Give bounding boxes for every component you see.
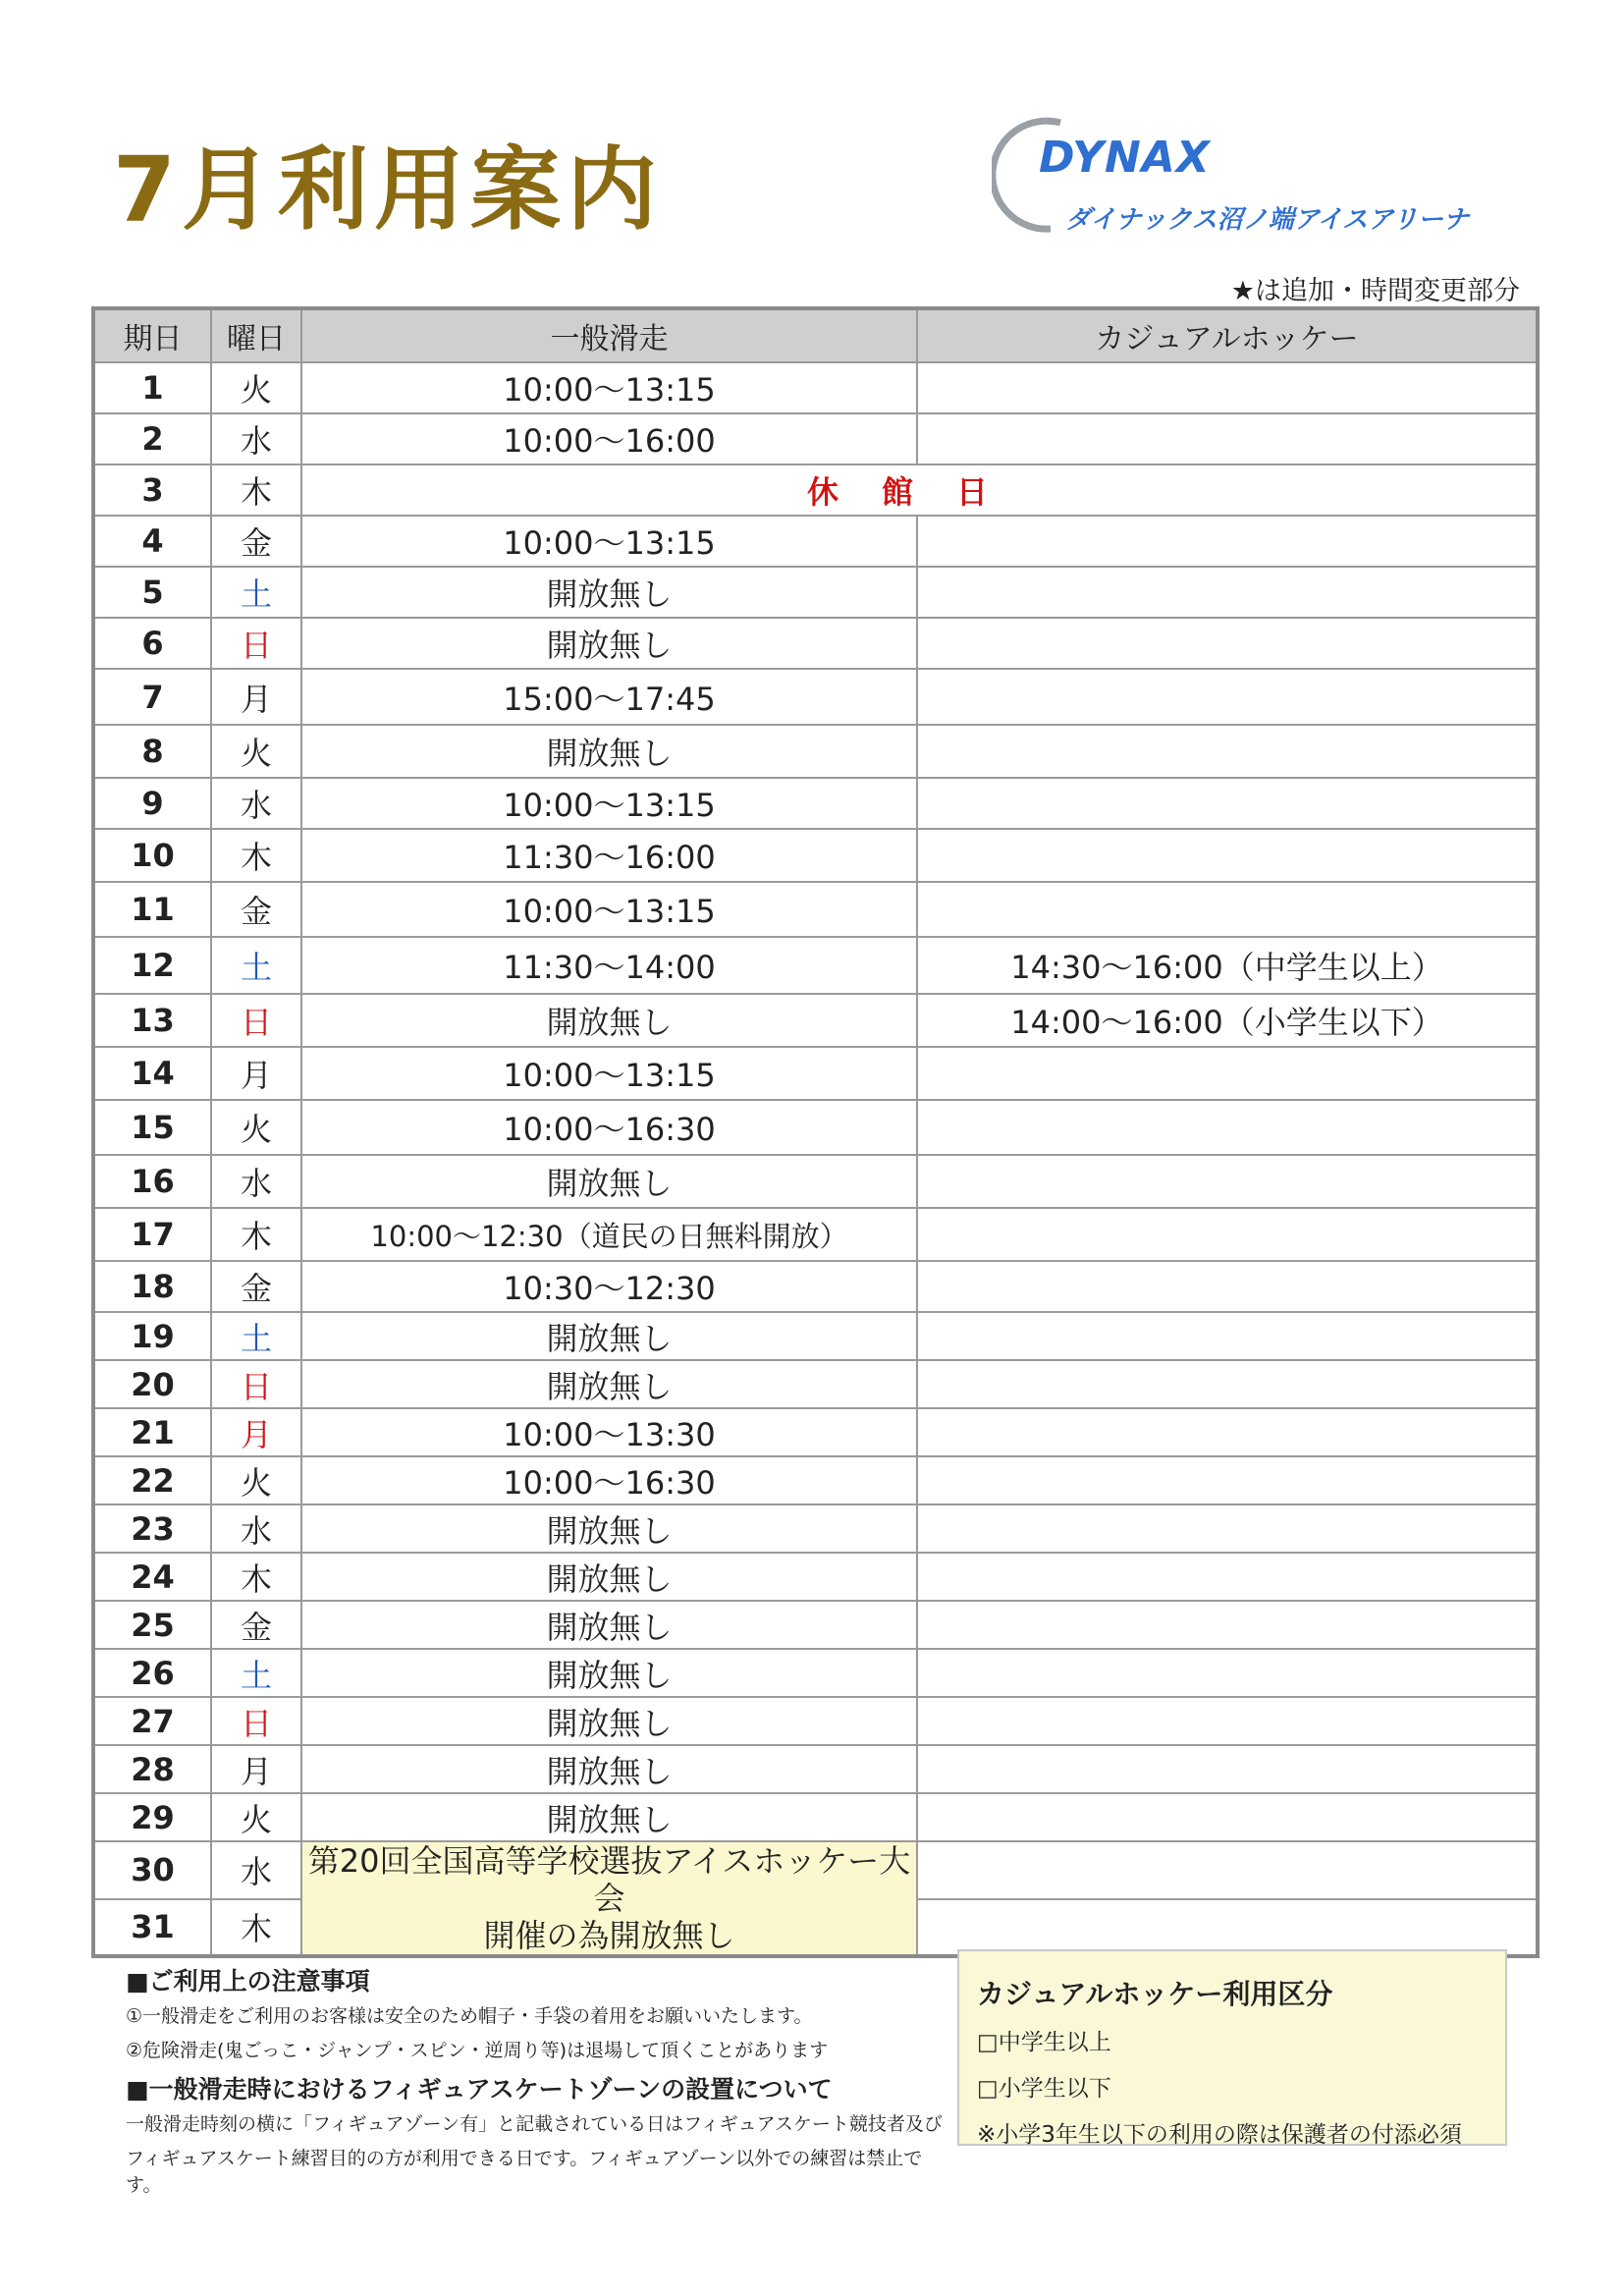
- day-cell: 16: [93, 1155, 211, 1208]
- table-row: [93, 1047, 1538, 1100]
- hockey-cell: [917, 1155, 1538, 1208]
- day-cell: 27: [93, 1697, 211, 1745]
- weekday-cell: 木: [211, 829, 301, 882]
- col-casual-hockey: カジュアルホッケー: [917, 308, 1538, 362]
- tournament-notice-line: 開催の為開放無し: [483, 1917, 735, 1954]
- general-skating-cell: 開放無し: [301, 618, 917, 669]
- general-skating-cell: 開放無し: [301, 1793, 917, 1841]
- hockey-cell: [917, 1261, 1538, 1312]
- general-skating-cell: 開放無し: [301, 1553, 917, 1601]
- general-skating-cell: 10:00～13:30: [301, 1408, 917, 1456]
- day-cell: 8: [93, 725, 211, 778]
- day-cell: 4: [93, 516, 211, 567]
- weekday-cell: 水: [211, 413, 301, 465]
- day-cell: 18: [93, 1261, 211, 1312]
- general-skating-cell: 11:30～14:00: [301, 937, 917, 994]
- general-skating-cell: 開放無し: [301, 1360, 917, 1408]
- hockey-cell: [917, 1456, 1538, 1504]
- general-skating-cell: 10:00～16:30: [301, 1456, 917, 1504]
- hockey-cell: [917, 1649, 1538, 1697]
- table-row: [93, 1155, 1538, 1208]
- table-row: [93, 1456, 1538, 1504]
- hockey-cell: [917, 1360, 1538, 1408]
- day-cell: 23: [93, 1504, 211, 1553]
- weekday-cell: 火: [211, 1456, 301, 1504]
- hockey-cell: [917, 1899, 1538, 1957]
- hockey-cell: [917, 778, 1538, 829]
- day-cell: 15: [93, 1100, 211, 1155]
- weekday-cell: 金: [211, 882, 301, 937]
- day-cell: 6: [93, 618, 211, 669]
- day-cell: 7: [93, 669, 211, 725]
- box-title: カジュアルホッケー利用区分: [977, 1978, 1333, 2010]
- general-skating-cell: 開放無し: [301, 1312, 917, 1360]
- day-cell: 11: [93, 882, 211, 937]
- weekday-cell: 土: [211, 937, 301, 994]
- general-skating-cell: 10:00～13:15: [301, 882, 917, 937]
- table-row: [93, 669, 1538, 725]
- hockey-cell: [917, 618, 1538, 669]
- hockey-cell: [917, 1553, 1538, 1601]
- general-skating-cell: 10:30～12:30: [301, 1261, 917, 1312]
- box-item: ※小学3年生以下の利用の際は保護者の付添必須: [977, 2122, 1462, 2148]
- day-cell: 31: [93, 1899, 211, 1957]
- general-skating-cell: 開放無し: [301, 1697, 917, 1745]
- hockey-cell: [917, 567, 1538, 618]
- legend-note: ★は追加・時間変更部分: [1230, 276, 1520, 306]
- schedule-body: [93, 362, 1538, 1956]
- general-skating-cell: 開放無し: [301, 567, 917, 618]
- weekday-cell: 日: [211, 618, 301, 669]
- weekday-cell: 木: [211, 465, 301, 516]
- logo-subtitle: ダイナックス沼ノ端アイスアリーナ: [1065, 205, 1470, 235]
- weekday-cell: 土: [211, 1312, 301, 1360]
- general-skating-cell: 10:00～13:15: [301, 362, 917, 413]
- table-row: [93, 1745, 1538, 1793]
- day-cell: 10: [93, 829, 211, 882]
- hockey-cell: [917, 1697, 1538, 1745]
- general-skating-cell: 10:00～13:15: [301, 516, 917, 567]
- hockey-cell: [917, 1100, 1538, 1155]
- table-header-row: [93, 308, 1538, 362]
- hockey-cell: [917, 725, 1538, 778]
- general-skating-cell: 10:00～13:15: [301, 778, 917, 829]
- weekday-cell: 木: [211, 1208, 301, 1261]
- weekday-cell: 火: [211, 362, 301, 413]
- weekday-cell: 土: [211, 1649, 301, 1697]
- day-cell: 19: [93, 1312, 211, 1360]
- general-skating-cell: 開放無し: [301, 1155, 917, 1208]
- weekday-cell: 金: [211, 1261, 301, 1312]
- day-cell: 20: [93, 1360, 211, 1408]
- table-row: [93, 1841, 1538, 1899]
- hockey-cell: 14:30～16:00（中学生以上）: [917, 937, 1538, 994]
- day-cell: 28: [93, 1745, 211, 1793]
- weekday-cell: 月: [211, 1047, 301, 1100]
- general-skating-cell: 11:30～16:00: [301, 829, 917, 882]
- notes-line: フィギュアスケート練習目的の方が利用できる日です。フィギュアゾーン以外での練習は禁止です。: [126, 2148, 923, 2196]
- hockey-cell: [917, 1047, 1538, 1100]
- table-row: [93, 725, 1538, 778]
- day-cell: 25: [93, 1601, 211, 1649]
- weekday-cell: 水: [211, 778, 301, 829]
- weekday-cell: 月: [211, 1408, 301, 1456]
- weekday-cell: 月: [211, 1745, 301, 1793]
- dynax-logo: [992, 113, 1470, 241]
- page-title: 7月利用案内: [113, 137, 664, 243]
- hockey-cell: 14:00～16:00（小学生以下）: [917, 994, 1538, 1047]
- day-cell: 12: [93, 937, 211, 994]
- weekday-cell: 水: [211, 1504, 301, 1553]
- hockey-cell: [917, 1793, 1538, 1841]
- table-row: [93, 1408, 1538, 1456]
- day-cell: 21: [93, 1408, 211, 1456]
- table-row: [93, 1208, 1538, 1261]
- table-row: [93, 465, 1538, 516]
- usage-notes: [126, 1962, 950, 2205]
- general-skating-cell: 15:00～17:45: [301, 669, 917, 725]
- table-row: [93, 516, 1538, 567]
- weekday-cell: 金: [211, 1601, 301, 1649]
- weekday-cell: 水: [211, 1155, 301, 1208]
- day-cell: 2: [93, 413, 211, 465]
- notes-line: ②危険滑走(鬼ごっこ・ジャンプ・スピン・逆周り等)は退場して頂くことがあります: [126, 2040, 829, 2061]
- hockey-cell: [917, 882, 1538, 937]
- weekday-cell: 水: [211, 1841, 301, 1899]
- general-skating-cell: 開放無し: [301, 1745, 917, 1793]
- weekday-cell: 火: [211, 1100, 301, 1155]
- weekday-cell: 火: [211, 1793, 301, 1841]
- table-row: [93, 994, 1538, 1047]
- hockey-category-box: [957, 1949, 1507, 2146]
- table-row: [93, 362, 1538, 413]
- col-weekday: 曜日: [211, 308, 301, 362]
- day-cell: 26: [93, 1649, 211, 1697]
- general-skating-cell: 10:00～16:00: [301, 413, 917, 465]
- general-skating-cell: 開放無し: [301, 1504, 917, 1553]
- table-row: [93, 829, 1538, 882]
- hockey-cell: [917, 413, 1538, 465]
- general-skating-cell: 10:00～13:15: [301, 1047, 917, 1100]
- table-row: [93, 567, 1538, 618]
- general-skating-cell: 開放無し: [301, 725, 917, 778]
- notes-line: ①一般滑走をご利用のお客様は安全のため帽子・手袋の着用をお願いいたします。: [126, 2005, 813, 2027]
- weekday-cell: 日: [211, 1697, 301, 1745]
- weekday-cell: 日: [211, 1360, 301, 1408]
- table-row: [93, 937, 1538, 994]
- general-skating-cell: 開放無し: [301, 994, 917, 1047]
- tournament-notice-line: 第20回全国高等学校選抜アイスホッケー大会: [307, 1842, 911, 1917]
- day-cell: 1: [93, 362, 211, 413]
- weekday-cell: 土: [211, 567, 301, 618]
- table-row: [93, 1360, 1538, 1408]
- hockey-cell: [917, 1504, 1538, 1553]
- tournament-notice-cell: [301, 1841, 917, 1956]
- figure-zone-heading: ■一般滑走時におけるフィギュアスケートゾーンの設置について: [126, 2075, 833, 2104]
- general-skating-cell: 開放無し: [301, 1601, 917, 1649]
- day-cell: 22: [93, 1456, 211, 1504]
- closed-day-cell: 休館日: [301, 465, 1538, 516]
- table-row: [93, 778, 1538, 829]
- hockey-cell: [917, 1745, 1538, 1793]
- table-row: [93, 618, 1538, 669]
- hockey-cell: [917, 829, 1538, 882]
- day-cell: 17: [93, 1208, 211, 1261]
- notes-heading: ■ご利用上の注意事項: [126, 1967, 370, 1995]
- table-row: [93, 1649, 1538, 1697]
- table-row: [93, 1261, 1538, 1312]
- table-row: [93, 413, 1538, 465]
- day-cell: 30: [93, 1841, 211, 1899]
- hockey-cell: [917, 1312, 1538, 1360]
- weekday-cell: 木: [211, 1553, 301, 1601]
- hockey-cell: [917, 1408, 1538, 1456]
- day-cell: 14: [93, 1047, 211, 1100]
- weekday-cell: 月: [211, 669, 301, 725]
- weekday-cell: 木: [211, 1899, 301, 1957]
- logo-word: DYNAX: [1039, 133, 1211, 183]
- table-row: [93, 1553, 1538, 1601]
- table-row: [93, 882, 1538, 937]
- table-row: [93, 1504, 1538, 1553]
- col-date: 期日: [93, 308, 211, 362]
- day-cell: 5: [93, 567, 211, 618]
- hockey-cell: [917, 1841, 1538, 1899]
- day-cell: 13: [93, 994, 211, 1047]
- box-item: □中学生以上: [977, 2030, 1111, 2055]
- table-row: [93, 1601, 1538, 1649]
- notes-line: 一般滑走時刻の横に「フィギュアゾーン有」と記載されている日はフィギュアスケート競技者及び: [126, 2113, 943, 2135]
- table-row: [93, 1793, 1538, 1841]
- day-cell: 29: [93, 1793, 211, 1841]
- table-row: [93, 1312, 1538, 1360]
- weekday-cell: 日: [211, 994, 301, 1047]
- day-cell: 24: [93, 1553, 211, 1601]
- hockey-cell: [917, 1601, 1538, 1649]
- day-cell: 9: [93, 778, 211, 829]
- box-item: □小学生以下: [977, 2076, 1111, 2102]
- weekday-cell: 金: [211, 516, 301, 567]
- hockey-cell: [917, 362, 1538, 413]
- table-row: [93, 1697, 1538, 1745]
- day-cell: 3: [93, 465, 211, 516]
- col-general-skating: 一般滑走: [301, 308, 917, 362]
- hockey-cell: [917, 669, 1538, 725]
- general-skating-cell: 10:00～12:30（道民の日無料開放）: [301, 1208, 917, 1261]
- general-skating-cell: 開放無し: [301, 1649, 917, 1697]
- hockey-cell: [917, 516, 1538, 567]
- schedule-table: [91, 306, 1540, 1958]
- hockey-cell: [917, 1208, 1538, 1261]
- table-row: [93, 1100, 1538, 1155]
- general-skating-cell: 10:00～16:30: [301, 1100, 917, 1155]
- weekday-cell: 火: [211, 725, 301, 778]
